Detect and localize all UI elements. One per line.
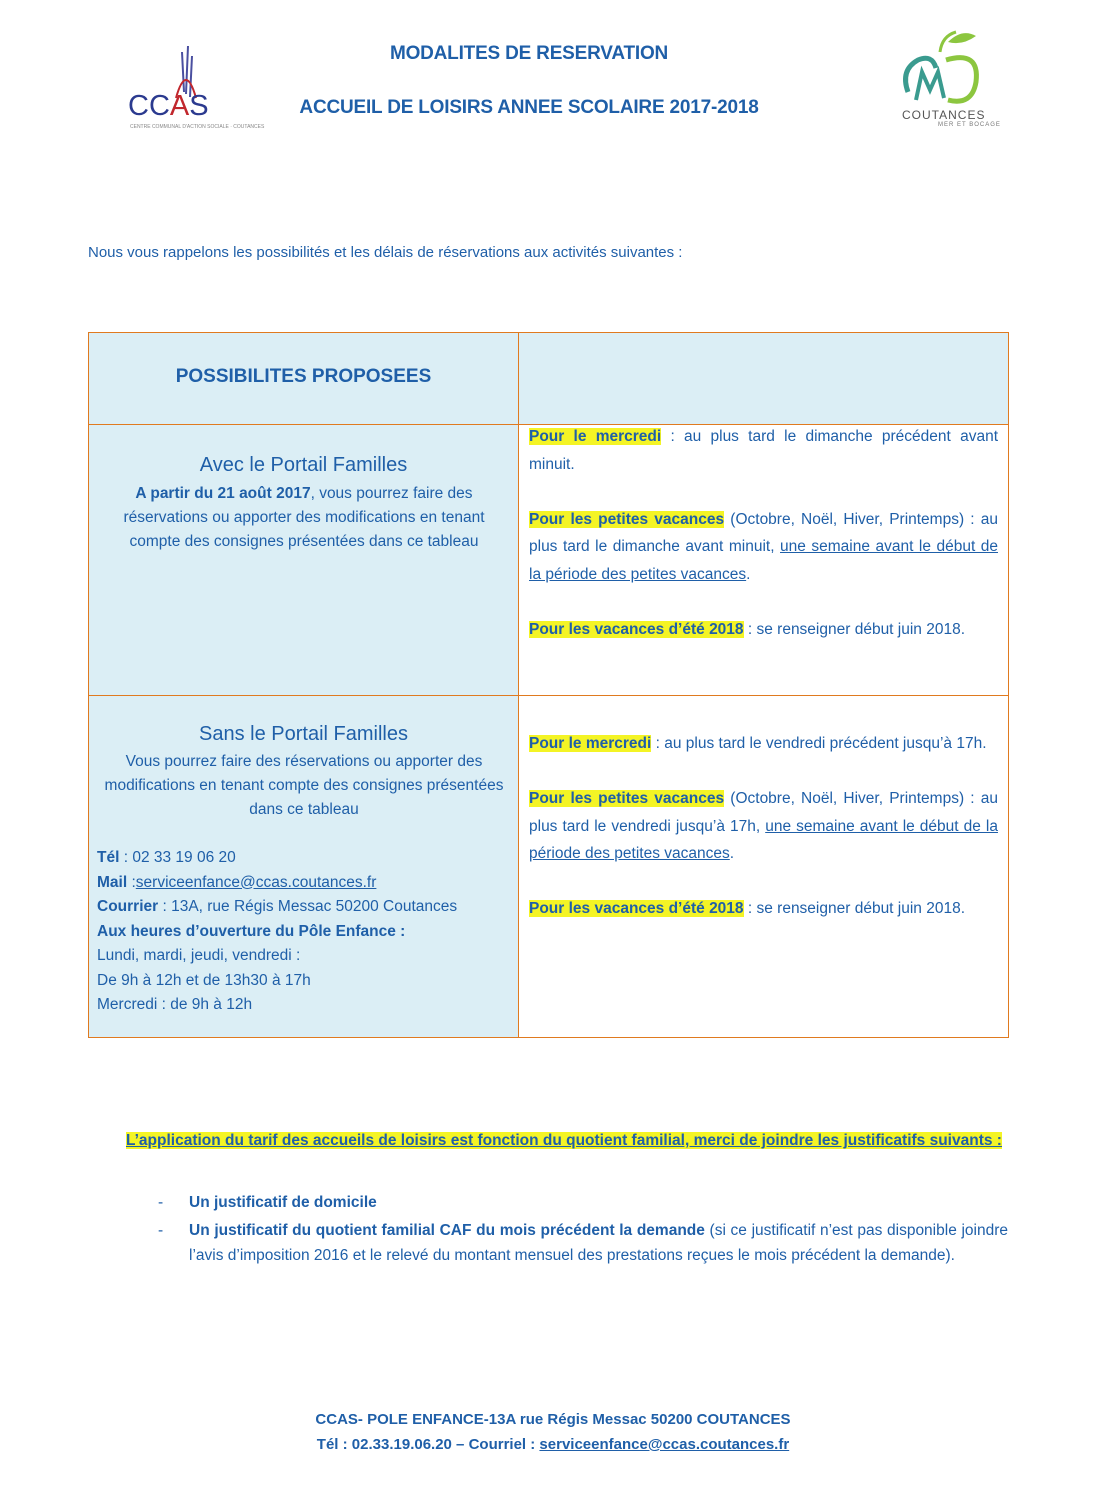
footer-address: CCAS- POLE ENFANCE-13A rue Régis Messac 50200 COUTANCES: [315, 1411, 791, 1428]
row2-contact: [97, 846, 517, 1018]
bullet-item: - Un justificatif du quotient familial CAF du mois précédent la demande (si ce justificatif n’est pas disponible joindre l’avis d’imposition 2016 et le relevé du montant mensuel des prestations reçues le mois précédent la demande).: [158, 1222, 1008, 1264]
footer-email-link[interactable]: serviceenfance@ccas.coutances.fr: [539, 1436, 790, 1453]
coutances-logo: [896, 30, 1001, 130]
page-title: MODALITES DE RESERVATION: [389, 43, 669, 64]
table-header-label: POSSIBILITES PROPOSEES: [175, 366, 432, 387]
tariff-notice: L’application du tarif des accueils de loisirs est fonction du quotient familial, merci de joindre les justificatifs suivants :: [126, 1132, 1002, 1149]
ccas-logo: [126, 42, 265, 138]
row1-rules: [529, 423, 998, 643]
row1-rule-summer: Pour les vacances d’été 2018 : se renseigner début juin 2018.: [529, 620, 966, 638]
row2-title: Sans le Portail Familles: [199, 723, 408, 745]
intro-text: Nous vous rappelons les possibilités et les délais de réservations aux activités suivantes :: [88, 244, 683, 261]
row1-rule-short-holidays: Pour les petites vacances (Octobre, Noël, Hiver, Printemps) : au plus tard le dimanche avant minuit, une semaine avant le début de la période des petites vacances.: [529, 510, 998, 583]
coutances-logo-name: COUTANCES: [902, 108, 986, 122]
contact-hours-3: Mercredi : de 9h à 12h: [97, 996, 253, 1013]
ccas-logo-subtitle: CENTRE COMMUNAL D'ACTION SOCIALE · COUTANCES: [130, 124, 265, 130]
contact-hours-1: Lundi, mardi, jeudi, vendredi :: [97, 947, 301, 964]
coutances-logo-tagline: MER ET BOCAGE: [938, 122, 1001, 128]
row2-body: Vous pourrez faire des réservations ou apporter des modifications en tenant compte des consignes présentées dans ce tableau: [104, 753, 504, 818]
table-divider-row2: [88, 695, 1009, 696]
contact-mail: Mail :serviceenfance@ccas.coutances.fr: [97, 873, 377, 891]
ccas-logo-text: CCAS: [128, 90, 209, 122]
bullet-item: - Un justificatif de domicile: [158, 1194, 377, 1211]
row2-rule-wednesday: Pour le mercredi : au plus tard le vendredi précédent jusqu’à 17h.: [529, 735, 987, 752]
row1-rule-wednesday: Pour le mercredi : au plus tard le dimanche précédent avant minuit.: [529, 428, 999, 473]
row2-rule-summer: Pour les vacances d’été 2018 : se renseigner début juin 2018.: [529, 900, 966, 917]
table-divider-vertical: [518, 332, 519, 1038]
contact-hours-2: De 9h à 12h et de 13h30 à 17h: [97, 971, 311, 989]
contact-tel: Tél : 02 33 19 06 20: [97, 849, 236, 866]
contact-hours-label: Aux heures d’ouverture du Pôle Enfance :: [97, 922, 406, 940]
page-subtitle: ACCUEIL DE LOISIRS ANNEE SCOLAIRE 2017-2018: [299, 97, 759, 118]
footer-contact: Tél : 02.33.19.06.20 – Courriel : serviceenfance@ccas.coutances.fr: [316, 1436, 790, 1453]
contact-courrier: Courrier : 13A, rue Régis Messac 50200 Coutances: [97, 898, 458, 915]
row2-rule-short-holidays: Pour les petites vacances (Octobre, Noël, Hiver, Printemps) : au plus tard le vendredi jusqu’à 17h, une semaine avant le début de la période des petites vacances.: [529, 790, 998, 862]
row2-rules: [529, 730, 998, 923]
row1-body: A partir du 21 août 2017, vous pourrez faire des réservations ou apporter des modifications en tenant compte des consignes présentées dans ce tableau: [123, 485, 485, 550]
contact-mail-link[interactable]: serviceenfance@ccas.coutances.fr: [135, 873, 377, 891]
row1-title: Avec le Portail Familles: [199, 454, 408, 476]
